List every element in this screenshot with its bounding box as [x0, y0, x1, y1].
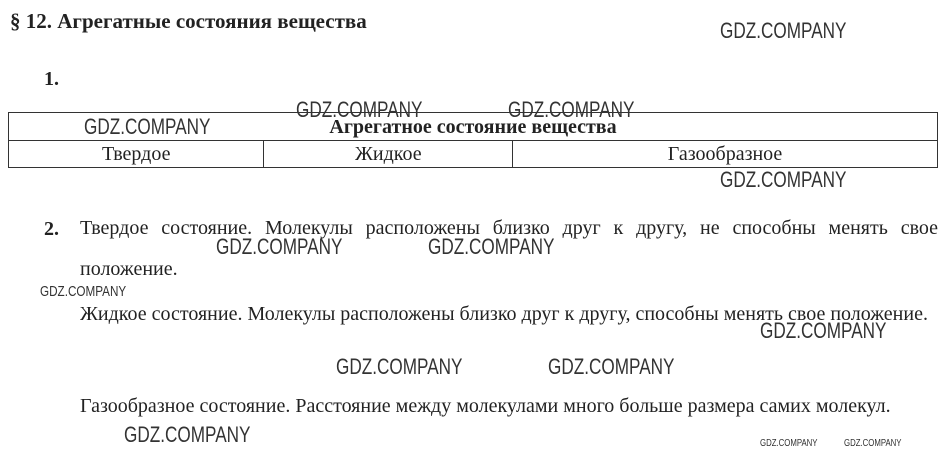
watermark: GDZ.COMPANY	[428, 234, 555, 259]
solid-state-paragraph: Твердое состояние. Молекулы расположены близко друг к другу, не способны менять свое положение.	[80, 217, 938, 280]
watermark: GDZ.COMPANY	[296, 97, 423, 122]
watermark: GDZ.COMPANY	[720, 167, 847, 192]
watermark: GDZ.COMPANY	[548, 354, 675, 379]
watermark: GDZ.COMPANY	[760, 318, 887, 343]
table-header-row	[9, 141, 938, 168]
task-2-number: 2.	[44, 218, 59, 240]
column-solid: Твердое	[9, 141, 264, 168]
liquid-state-paragraph: Жидкое состояние. Молекулы расположены близко друг к другу, способны менять свое положение.	[80, 303, 928, 325]
task-1-number: 1.	[44, 68, 59, 90]
watermark: GDZ.COMPANY	[844, 438, 902, 449]
watermark: GDZ.COMPANY	[216, 234, 343, 259]
watermark: GDZ.COMPANY	[124, 422, 251, 447]
watermark: GDZ.COMPANY	[84, 114, 211, 139]
watermark: GDZ.COMPANY	[40, 283, 127, 300]
column-gas: Газообразное	[513, 141, 938, 168]
watermark: GDZ.COMPANY	[760, 438, 818, 449]
watermark: GDZ.COMPANY	[508, 97, 635, 122]
aggregate-states-table	[8, 112, 938, 168]
page-title: § 12. Агрегатные состояния вещества	[10, 9, 367, 33]
table-caption: Агрегатное состояние вещества	[9, 113, 938, 141]
watermark: GDZ.COMPANY	[720, 18, 847, 43]
column-liquid: Жидкое	[264, 141, 513, 168]
watermark: GDZ.COMPANY	[336, 354, 463, 379]
gas-state-paragraph: Газообразное состояние. Расстояние между молекулами много больше размера самих молекул.	[80, 395, 891, 417]
table-caption-row	[9, 113, 938, 141]
